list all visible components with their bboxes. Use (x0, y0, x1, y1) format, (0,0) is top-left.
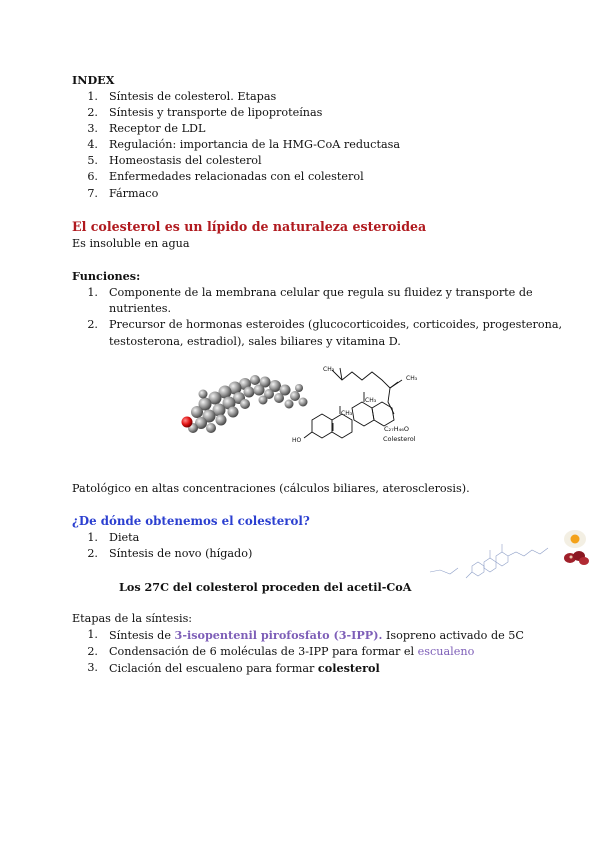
index-item: Homeostasis del colesterol (109, 154, 262, 167)
acetil-coa-note: Los 27C del colesterol proceden del acetil-CoA (119, 580, 412, 594)
ipp-highlight: 3-isopentenil pirofosfato (3-IPP). (174, 628, 383, 642)
list-number: 4. (87, 138, 98, 151)
origen-item: Dieta (109, 531, 140, 544)
patologico-text: Patológico en altas concentraciones (cálculos biliares, aterosclerosis). (72, 482, 470, 495)
index-item: Enfermedades relacionadas con el colesterol (109, 170, 364, 183)
etapas-item (109, 645, 474, 658)
compound-name-label: Colesterol (383, 435, 416, 443)
list-number: 1. (87, 286, 98, 299)
index-title: INDEX (72, 73, 115, 87)
cholesterol-skeletal-structure (290, 362, 450, 452)
index-item: Síntesis de colesterol. Etapas (109, 90, 277, 103)
intro-heading: El colesterol es un lípido de naturaleza esteroidea (72, 219, 427, 234)
etapas-text: Condensación de 6 moléculas de 3-IPP para formar el (109, 645, 418, 658)
list-number: 1. (87, 628, 98, 641)
formula-label: C₂₇H₄₆O (384, 425, 409, 433)
etapas-text: Ciclación del escualeno para formar (109, 662, 318, 675)
colesterol-bold: colesterol (317, 661, 380, 675)
etapas-item (109, 628, 524, 642)
list-number: 3. (87, 661, 98, 674)
list-number: 2. (87, 645, 98, 658)
list-number: 2. (87, 318, 98, 331)
faint-molecule-image (428, 540, 558, 585)
list-number: 3. (87, 122, 98, 135)
origen-item: Síntesis de novo (hígado) (109, 547, 253, 560)
list-number: 5. (87, 154, 98, 167)
list-number: 1. (87, 531, 98, 544)
intro-subtitle: Es insoluble en agua (72, 237, 190, 250)
origen-question: ¿De dónde obtenemos el colesterol? (72, 514, 310, 528)
funciones-title: Funciones: (72, 269, 141, 283)
ch3-label: CH₃ (323, 366, 335, 373)
meat-image (562, 548, 590, 566)
index-item: Receptor de LDL (109, 122, 206, 135)
list-number: 2. (87, 547, 98, 560)
funciones-item-cont: nutrientes. (109, 302, 172, 315)
funciones-item-cont: testosterona, estradiol), sales biliares y vitamina D. (109, 335, 401, 348)
ch3-label: CH₃ (341, 410, 353, 417)
ch3-label: CH₃ (365, 397, 377, 404)
list-number: 1. (87, 90, 98, 103)
index-item: Regulación: importancia de la HMG-CoA reductasa (109, 138, 401, 151)
ho-label: HO (292, 437, 302, 444)
list-number: 7. (87, 187, 98, 200)
index-item: Fármaco (109, 187, 159, 200)
ch3-label: CH₃ (406, 375, 418, 382)
funciones-item: Componente de la membrana celular que regula su fluidez y transporte de (109, 286, 533, 299)
escualeno-highlight: escualeno (417, 645, 475, 658)
etapas-title: Etapas de la síntesis: (72, 612, 193, 625)
list-number: 2. (87, 106, 98, 119)
etapas-text: Síntesis de (109, 629, 175, 642)
funciones-item: Precursor de hormonas esteroides (glucocorticoides, corticoides, progesterona, (109, 318, 563, 331)
list-number: 6. (87, 170, 98, 183)
etapas-text: Isopreno activado de 5C (382, 629, 524, 642)
index-item: Síntesis y transporte de lipoproteínas (109, 106, 323, 119)
egg-image (563, 529, 587, 549)
etapas-item (109, 661, 380, 675)
